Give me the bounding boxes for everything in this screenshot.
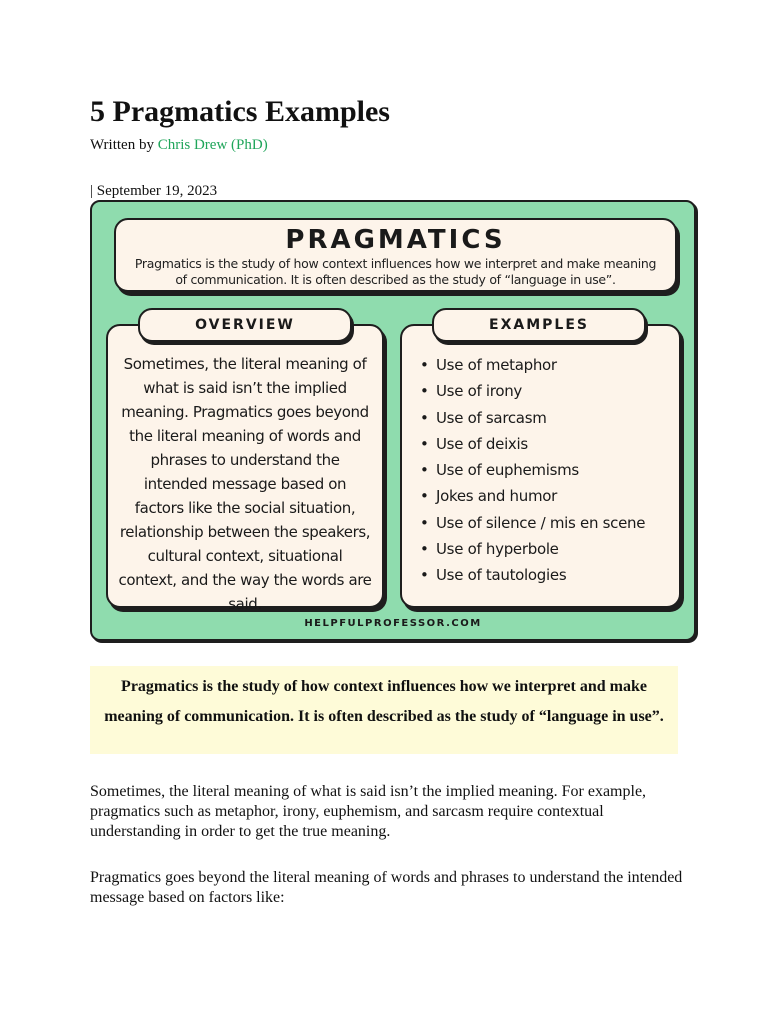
example-item: • Use of irony — [420, 378, 679, 404]
examples-list — [402, 326, 679, 589]
example-item: • Jokes and humor — [420, 483, 679, 509]
example-item: • Use of euphemisms — [420, 457, 679, 483]
body-paragraph: Sometimes, the literal meaning of what is said isn’t the implied meaning. For example, pragmatics such as metaphor, irony, euphemism, and sarcasm require contextual understanding in order to get the true meaning. — [90, 783, 647, 840]
brand-watermark: HELPFULPROFESSOR.COM — [304, 618, 482, 629]
example-item: • Use of hyperbole — [420, 536, 679, 562]
body-paragraph: Pragmatics goes beyond the literal meaning of words and phrases to understand the intended message based on factors like: — [90, 869, 683, 906]
examples-card — [400, 324, 681, 608]
publish-date: | September 19, 2023 — [90, 183, 218, 199]
pragmatics-infographic — [90, 200, 696, 641]
infographic-title: PRAGMATICS — [285, 225, 506, 255]
infographic-definition: Pragmatics is the study of how context influences how we interpret and make meaning of communication. It is often described as the study of “language in use”. — [134, 256, 657, 287]
example-item: • Use of deixis — [420, 431, 679, 457]
byline-prefix: Written by — [90, 137, 158, 153]
author-link[interactable]: Chris Drew (PhD) — [157, 137, 268, 153]
article-title: 5 Pragmatics Examples — [90, 95, 390, 128]
overview-text: Sometimes, the literal meaning of what is said isn’t the implied meaning. Pragmatics goes beyond the literal meaning of words and phrases to understand the intended message based on factors like the social situation, relationship between the speakers, cultural context, situational context, and the way the words are said. — [118, 355, 372, 613]
examples-header: EXAMPLES — [432, 308, 646, 342]
definition-highlight: Pragmatics is the study of how context influences how we interpret and make meaning of communication. It is often described as the study of “language in use”. — [90, 666, 678, 754]
example-item: • Use of metaphor — [420, 352, 679, 378]
byline — [90, 136, 268, 154]
infographic-header-card — [114, 218, 677, 292]
example-item: • Use of sarcasm — [420, 405, 679, 431]
overview-card — [106, 324, 384, 613]
overview-header: OVERVIEW — [138, 308, 352, 342]
example-item: • Use of tautologies — [420, 562, 679, 588]
example-item: • Use of silence / mis en scene — [420, 510, 679, 536]
